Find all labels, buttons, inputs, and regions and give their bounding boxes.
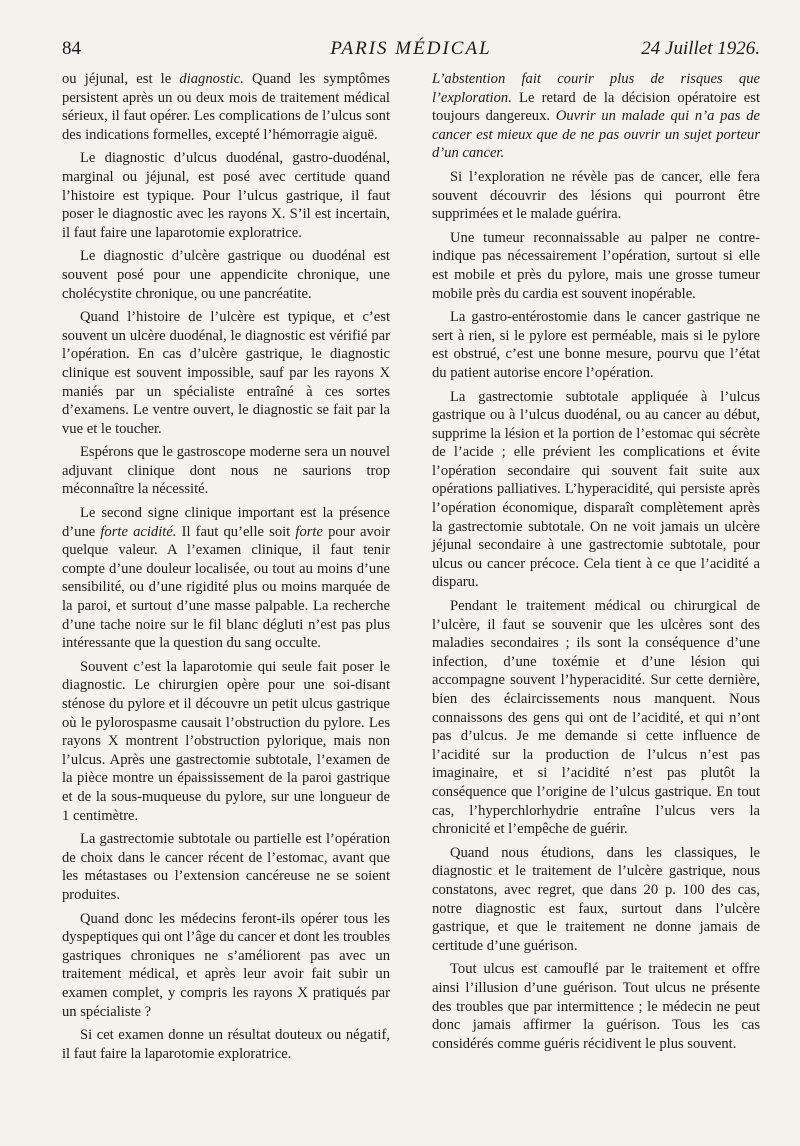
text-run: Le diagnostic d’ulcère gastrique ou duodénal est souvent posé pour une appendicite chronique, une cholécystite chronique, ou une pancréatite. (62, 248, 390, 302)
text-run: Quand donc les médecins feront-ils opérer tous les dyspeptiques qui ont l’âge du cancer et dont les troubles gastriques chroniques ne s’améliorent pas avec un traitement médical, et après leur avoir fait subir un examen complet, y compris les rayons X pratiqués par un spécialiste ? (62, 910, 390, 1020)
text-run: ou jéjunal, est le (62, 71, 180, 87)
paragraph (62, 443, 390, 499)
paragraph (432, 229, 760, 303)
article-body (62, 70, 760, 1068)
paragraph (62, 910, 390, 1022)
text-run: Tout ulcus est camouflé par le traitement et offre ainsi l’illusion d’une guérison. Tout ulcus ne présente des troubles que par intermittence ; le médecin ne peut donc jamais affirmer la guérison. Tous les cas considérés comme guéris récidivent le plus souvent. (432, 961, 760, 1052)
text-run: Si cet examen donne un résultat douteux ou négatif, il faut faire la laparotomie exploratrice. (62, 1027, 390, 1062)
text-run: Le retard de la décision opératoire est toujours dangereux. (432, 89, 760, 125)
journal-title: PARIS MÉDICAL (330, 38, 492, 59)
italic-text: forte (295, 523, 323, 540)
paragraph (432, 960, 760, 1053)
paragraph (62, 830, 390, 904)
paragraph (62, 70, 390, 144)
italic-text: diagnostic. (179, 71, 244, 87)
paragraph (432, 844, 760, 956)
text-run: Le second signe clinique important est la présence d’une (62, 505, 390, 540)
text-run: La gastrectomie subtotale appliquée à l’ulcus gastrique ou à l’ulcus duodénal, ou au cancer au début, supprime la lésion et la portion de l’estomac qui sécrète de l’acide ; elle prévient les complications et évite l’opération secondaire qui souvent fait suite aux opérations palliatives. L’hyperacidité, qui persiste après l’opération économique, disparaît complètement après la gastrectomie subtotale. On ne voit jamais un ulcère jéjunal secondaire à une gastrectomie subtotale, pour ulcus ou cancer précoce. Cela tient à ce que l’acidité a disparu. (432, 388, 760, 591)
text-run: Souvent c’est la laparotomie qui seule fait poser le diagnostic. Le chirurgien opère pour une soi-disant sténose du pylore et il découvre un petit ulcus gastrique où le pylorospasme causait l’obstruction du pylore. Les rayons X montrent l’obstruction pylorique, mais non l’ulcus. Après une gastrectomie subtotale, l’examen de la pièce montre un épaississement de la paroi gastrique et de la sous-muqueuse du pylore, sur une longueur de 1 centimètre. (62, 658, 390, 824)
paragraph (62, 308, 390, 438)
text-run: Quand nous étudions, dans les classiques, le diagnostic et le traitement de l’ulcère gastrique, nous constatons, avec regret, que dans 20 p. 100 des cas, notre diagnostic est faux, surtout dans l’ulcère gastrique, et que le traitement ne donne jamais de certitude d’une guérison. (432, 844, 760, 954)
text-run: La gastrectomie subtotale ou partielle est l’opération de choix dans le cancer récent de l’estomac, avant que les métastases ou l’extension cancéreuse ne se soient produites. (62, 831, 390, 903)
text-run: Une tumeur reconnaissable au palper ne contre-indique pas nécessairement l’opération, surtout si elle est mobile et près du pylore, mais une grosse tumeur mobile près du cardia est souvent inopérable. (432, 229, 760, 302)
running-header (62, 36, 760, 70)
right-column (432, 70, 760, 1068)
text-run: pour avoir quelque valeur. A l’examen clinique, il faut tenir compte d’une douleur localisée, ou tout au moins d’une sensibilité, ou d’une rigidité plus ou moins marquée de la paroi, et surtout d’une masse palpable. La recherche d’une tache noire sur le fil blanc dégluti n’est pas plus intéressante que la question du sang occulte. (62, 523, 390, 652)
paragraph (432, 70, 760, 163)
text-run: Pendant le traitement médical ou chirurgical de l’ulcère, il faut se souvenir que les ulcères sont des maladies secondaires ; ils sont la conséquence d’une infection, d’une toxémie et d’une lésion qui accompagne souvent l’hyperacidité. Sur cette dernière, bien des éclaircissements nous manquent. Nous connaissons des gens qui ont de l’acidité, et qui n’ont pas d’ulcus. Je me demande si cette influence de l’acidité sur la production de l’ulcus n’est pas imaginaire, et si l’acidité n’est pas plutôt la conséquence que l’origine de l’ulcus gastrique. En tout cas, l’hyperchlorhydrie entraîne l’ulcus vers la chronicité et l’empêche de guérir. (432, 598, 760, 838)
paragraph (432, 597, 760, 839)
text-run: Il faut qu’elle soit (176, 523, 296, 540)
paragraph (432, 388, 760, 593)
page-number: 84 (62, 38, 81, 59)
text-run: Si l’exploration ne révèle pas de cancer, elle fera souvent découvrir des lésions qui pourront être supprimées et le malade guérira. (432, 168, 760, 223)
paragraph (432, 308, 760, 382)
issue-date: 24 Juillet 1926. (641, 38, 760, 59)
paragraph (432, 168, 760, 224)
paragraph (62, 247, 390, 303)
text-run: Quand les symptômes persistent après un ou deux mois de traitement médical sérieux, il faut opérer. Les complications de l’ulcus sont des indications formelles, excepté l’hémorragie aiguë. (62, 71, 390, 143)
text-run: Quand l’histoire de l’ulcère est typique, et c’est souvent un ulcère duodénal, le diagnostic est vérifié par l’opération. En cas d’ulcère gastrique, le diagnostic clinique est souvent impossible, sauf par les rayons X maniés par un spécialiste entraîné à ces sortes d’examens. Le ventre ouvert, le diagnostic se fait par la vue et le toucher. (62, 309, 390, 437)
text-run: Le diagnostic d’ulcus duodénal, gastro-duodénal, marginal ou jéjunal, est posé avec certitude quand l’histoire est typique. Pour l’ulcus gastrique, il faut poser le diagnostic avec les rayons X. S’il est incertain, il faut faire une laparotomie exploratrice. (62, 150, 390, 241)
paragraph (62, 149, 390, 242)
paragraph (62, 504, 390, 653)
italic-text: forte acidité. (100, 523, 177, 540)
left-column (62, 70, 390, 1068)
paragraph (62, 658, 390, 825)
italic-text: Ouvrir un malade qui n’a pas de cancer est mieux que de ne pas ouvrir un sujet porteur d’un cancer. (432, 108, 760, 162)
italic-text: L’abstention fait courir plus de risques que l’exploration. (432, 71, 760, 106)
text-run: La gastro-entérostomie dans le cancer gastrique ne sert à rien, si le pylore est perméable, mais si le pylore est obstrué, c’est une bonne mesure, pourvu que l’état du patient autorise encore l’opération. (432, 309, 760, 381)
text-run: Espérons que le gastroscope moderne sera un nouvel adjuvant clinique dont nous ne saurions trop méconnaître la nécessité. (62, 444, 390, 498)
paragraph (62, 1026, 390, 1063)
